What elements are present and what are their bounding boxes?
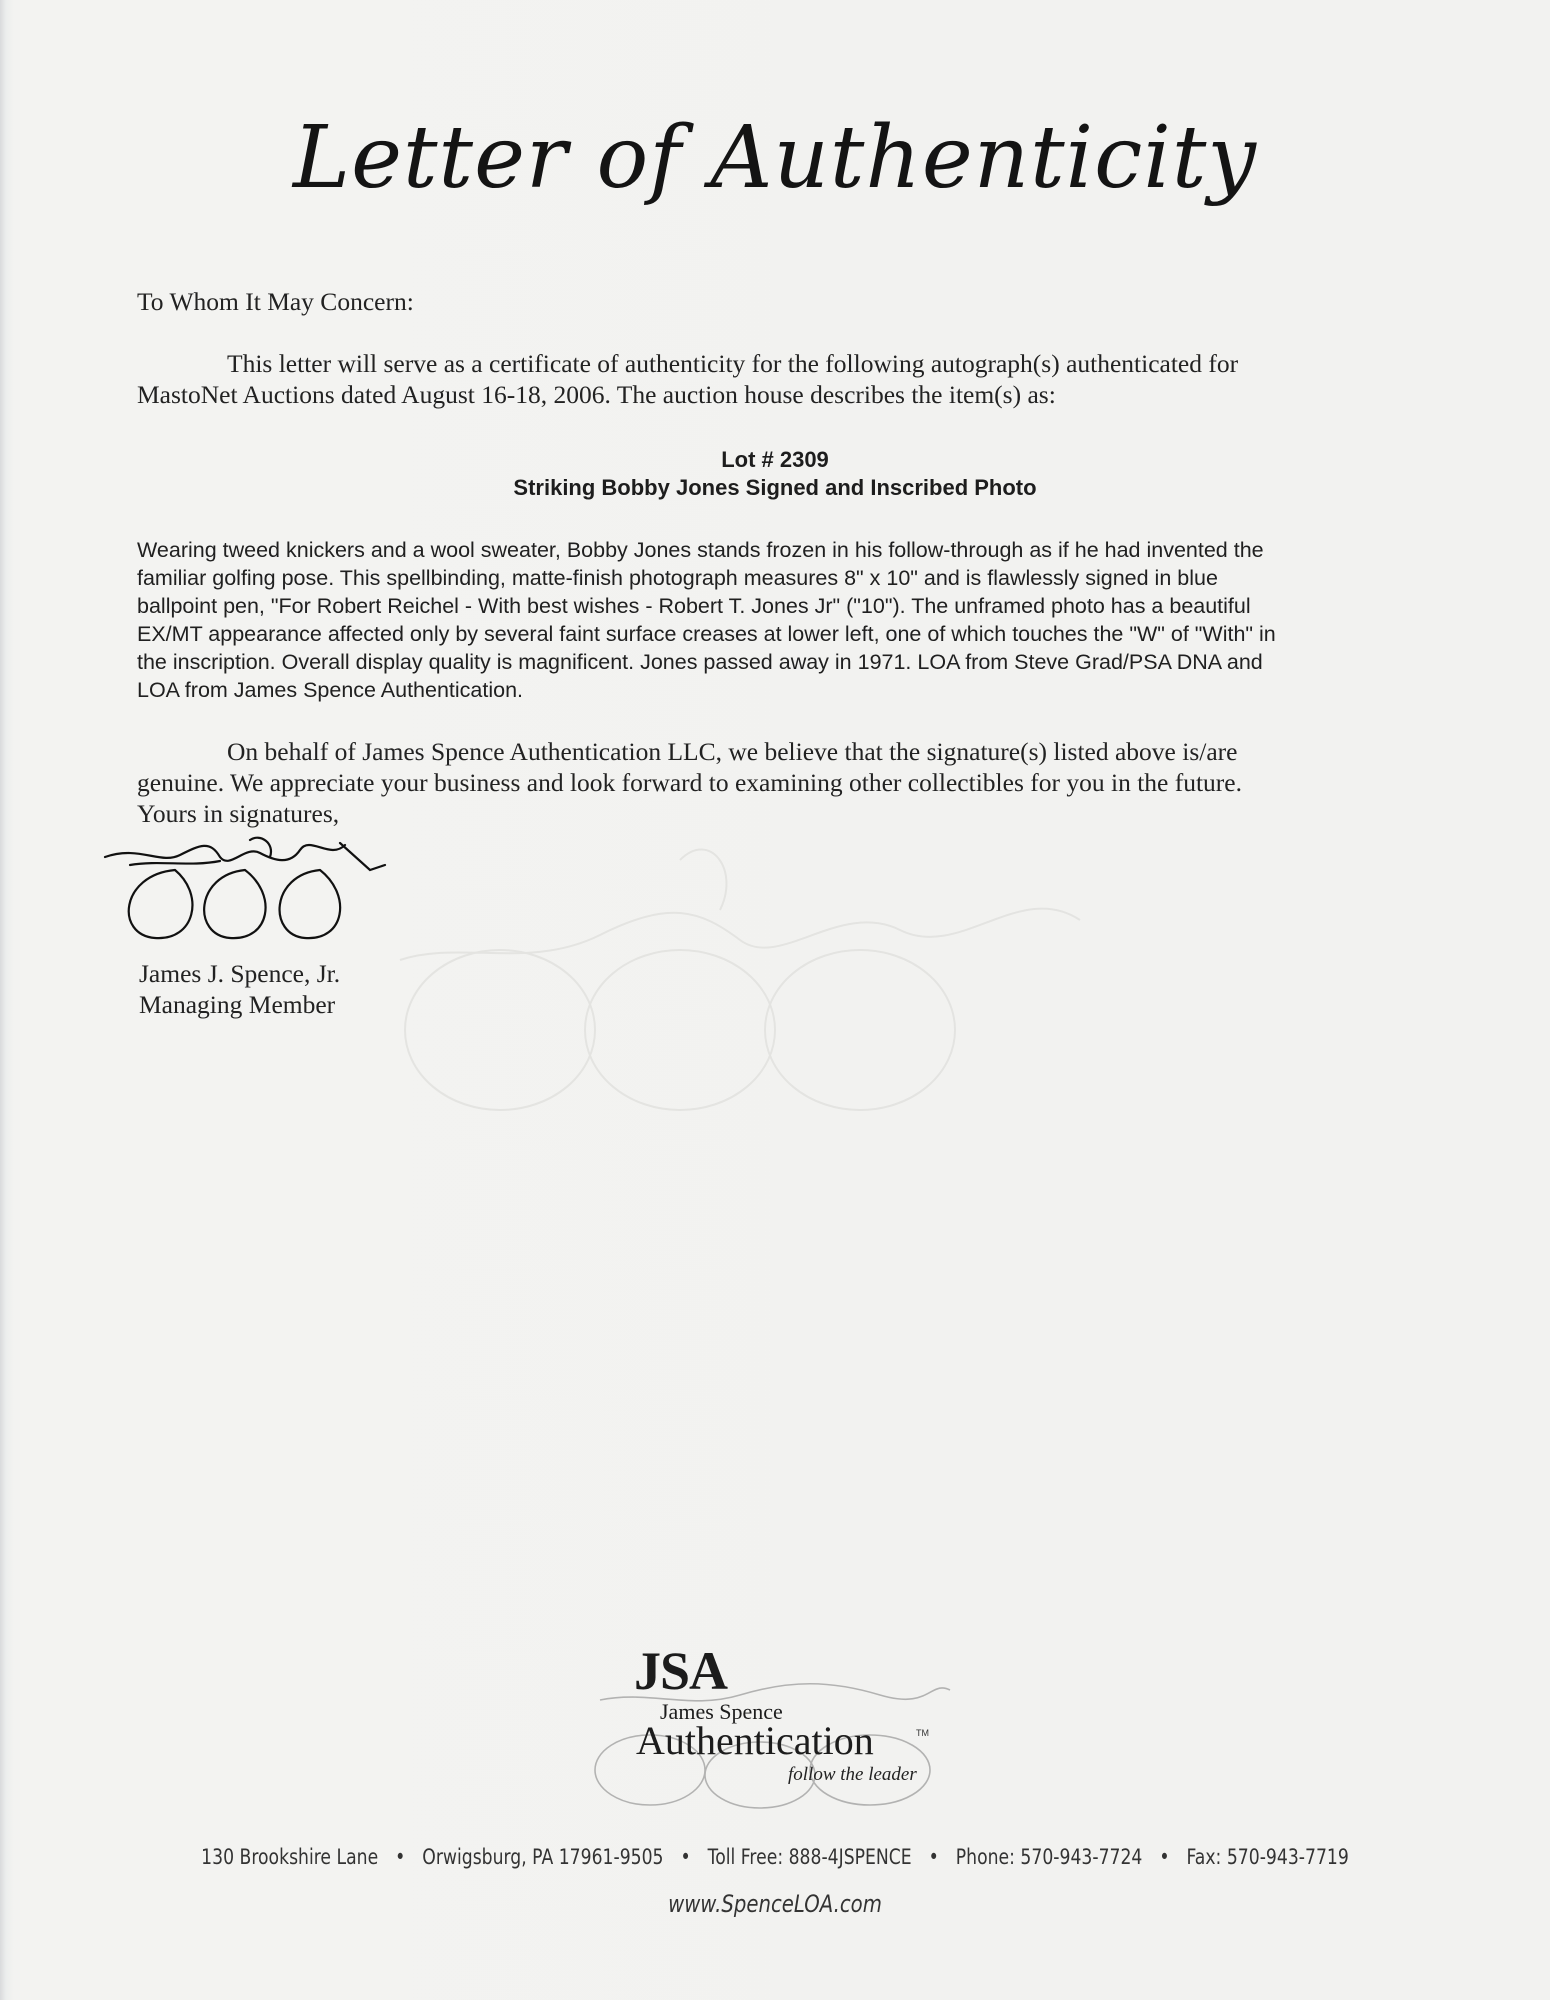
lot-number: Lot # 2309	[721, 447, 829, 472]
footer-fax: Fax: 570-943-7719	[1186, 1845, 1349, 1869]
footer-separator: •	[680, 1845, 691, 1869]
description-line: LOA from James Spence Authentication.	[137, 678, 524, 702]
description-line: familiar golfing pose. This spellbinding, matte-finish photograph measures 8" x 10" and is flawlessly signed in blue	[137, 566, 1218, 590]
salutation: To Whom It May Concern:	[137, 287, 414, 316]
intro-paragraph	[137, 348, 1377, 410]
footer-separator: •	[1159, 1845, 1170, 1869]
intro-line-1: This letter will serve as a certificate of authenticity for the following autograph(s) authenticated for	[227, 349, 1239, 378]
lot-title: Striking Bobby Jones Signed and Inscribed Photo	[513, 475, 1037, 500]
closing-line-3: Yours in signatures,	[137, 799, 340, 828]
footer-phone: Phone: 570-943-7724	[955, 1845, 1143, 1869]
lot-heading	[0, 446, 1550, 502]
watermark-signature	[380, 820, 1140, 1120]
footer-contact	[140, 1845, 1411, 1869]
intro-line-2: MastoNet Auctions dated August 16-18, 2006. The auction house describes the item(s) as:	[137, 380, 1056, 409]
description-line: Wearing tweed knickers and a wool sweater, Bobby Jones stands frozen in his follow-through as if he had invented the	[137, 538, 1264, 562]
footer-website: www.SpenceLOA.com	[668, 1890, 882, 1918]
description-line: ballpoint pen, "For Robert Reichel - With best wishes - Robert T. Jones Jr" ("10"). The unframed photo has a beautiful	[137, 594, 1251, 618]
handwritten-signature	[100, 835, 390, 945]
signer-title: Managing Member	[139, 990, 336, 1019]
description-line: EX/MT appearance affected only by several faint surface creases at lower left, one of which touches the "W" of "With" in	[137, 622, 1276, 646]
footer-tollfree: Toll Free: 888-4JSPENCE	[707, 1845, 912, 1869]
footer-separator: •	[928, 1845, 939, 1869]
logo-jsa: JSA	[634, 1641, 728, 1701]
closing-line-2: genuine. We appreciate your business and look forward to examining other collectibles for you in the future.	[137, 768, 1242, 797]
item-description	[137, 536, 1437, 704]
logo-trademark: TM	[916, 1728, 929, 1738]
logo-authentication: Authentication	[636, 1718, 874, 1763]
footer-separator: •	[395, 1845, 406, 1869]
closing-line-1: On behalf of James Spence Authentication LLC, we believe that the signature(s) listed above is/are	[227, 737, 1238, 766]
logo-james-spence: James Spence	[660, 1699, 783, 1724]
closing-paragraph	[137, 736, 1417, 829]
signer-name: James J. Spence, Jr.	[139, 959, 341, 988]
signer-block	[139, 958, 340, 1020]
description-line: the inscription. Overall display quality is magnificent. Jones passed away in 1971. LOA from Steve Grad/PSA DNA and	[137, 650, 1263, 674]
page-title: Letter of Authenticity	[292, 108, 1257, 208]
logo-tagline: follow the leader	[788, 1764, 917, 1785]
footer-city: Orwigsburg, PA 17961-9505	[422, 1845, 664, 1869]
footer-address: 130 Brookshire Lane	[201, 1845, 379, 1869]
